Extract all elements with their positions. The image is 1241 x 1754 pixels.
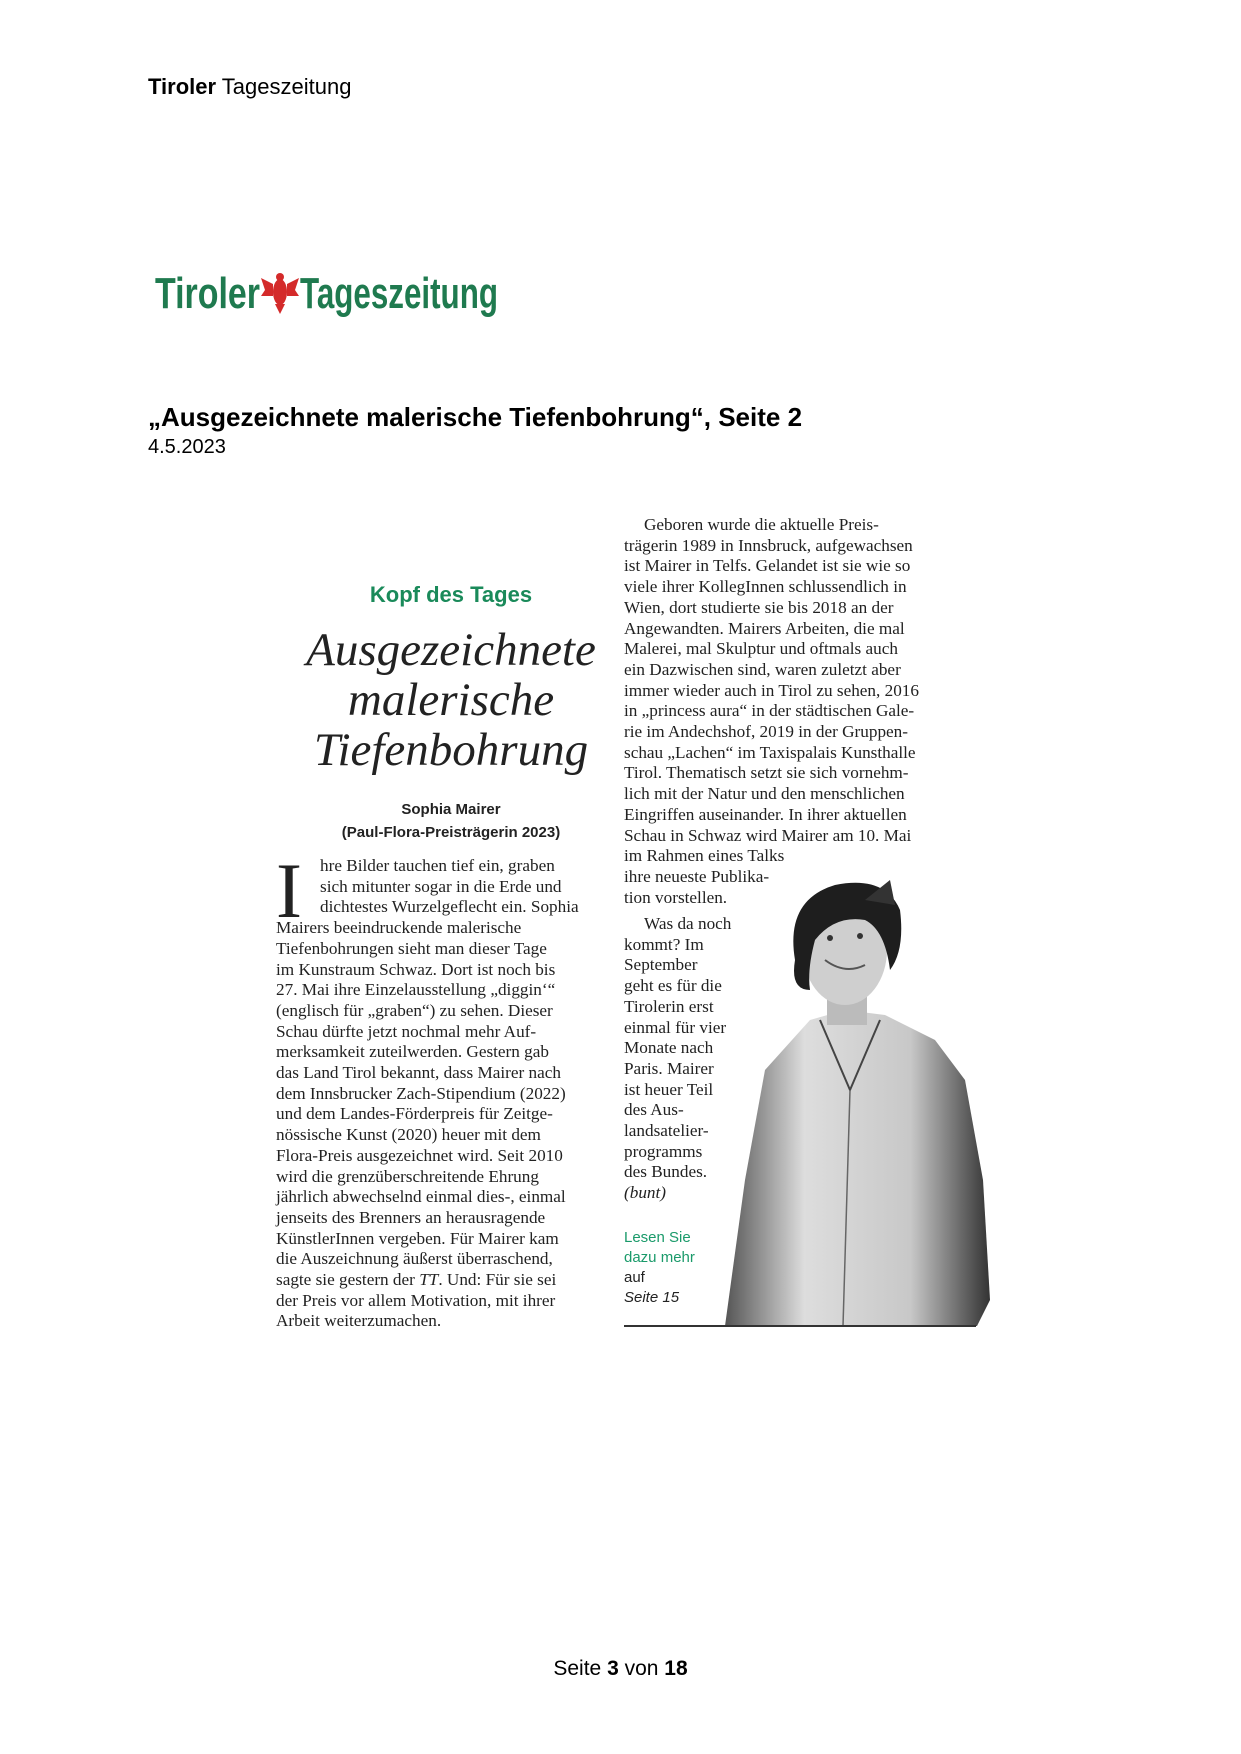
author-name: Sophia Mairer [401,801,501,818]
portrait-photo [715,880,995,1326]
headline-line: malerische [347,674,555,726]
text-line: im Kunstraum Schwaz. Dort ist noch bis [276,959,556,979]
text-line: Mairers beeindruckende malerische [276,918,522,938]
text-line: und dem Landes-Förderpreis für Zeitge- [276,1104,553,1124]
text-line: schau „Lachen“ im Taxispalais Kunsthalle [624,742,916,762]
total-pages: 18 [664,1657,688,1680]
text-part: . Und: Für sie sei [438,1270,557,1290]
text-line: Paris. Mairer [624,1058,714,1078]
text-line: in „princess aura“ in der städtischen Gale- [624,701,915,721]
text-line: einmal für vier [624,1017,727,1037]
text-line: des Bundes. [624,1162,708,1182]
headline-line: Ausgezeichnete [306,624,596,676]
text-line: kommt? Im [624,934,704,954]
text-line: tion vorstellen. [624,887,728,907]
drop-cap: I [276,847,302,934]
text-line: programms [624,1141,703,1161]
brand-rest: Tageszeitung [216,74,352,99]
text-line: trägerin 1989 in Innsbruck, aufgewachsen [624,535,913,555]
text-line: Geboren wurde die aktuelle Preis- [644,515,879,534]
right-column [624,515,919,908]
more-line: Lesen Sie [624,1229,691,1246]
text-line: nössische Kunst (2020) heuer mit dem [276,1125,541,1145]
article-date: 4.5.2023 [148,436,226,458]
text-line: geht es für die [624,976,722,996]
left-column [276,847,579,1332]
divider [624,1325,976,1327]
text-line: rie im Andechshof, 2019 in der Gruppen- [624,722,909,742]
credit: (bunt) [624,1183,667,1203]
text-line: KünstlerInnen vergeben. Für Mairer kam [276,1228,559,1248]
text-line: Arbeit weiterzumachen. [276,1311,442,1331]
text-line: Was da noch [644,914,732,933]
text-part-italic: TT [419,1270,439,1290]
article-title: „Ausgezeichnete malerische Tiefenbohrung“, Seite 2 [148,402,803,432]
more-line: auf [624,1269,645,1286]
text-line: Schau in Schwaz wird Mairer am 10. Mai [624,825,912,845]
text-line: lich mit der Natur und den menschlichen [624,784,905,804]
current-page: 3 [607,1657,619,1680]
text-line: wird die grenzüberschreitende Ehrung [276,1166,539,1186]
text-line: der Preis vor allem Motivation, mit ihrer [276,1290,556,1310]
text-line: das Land Tirol bekannt, dass Mairer nach [276,1063,561,1083]
text-line: viele ihrer KollegInnen schlussendlich in [624,577,907,597]
text-line: Angewandten. Mairers Arbeiten, die mal [624,618,905,638]
text-line: ist Mairer in Telfs. Gelandet ist sie wie so [624,556,911,576]
text-line: im Rahmen eines Talks [624,846,785,866]
text-line: merksamkeit zuteilwerden. Gestern gab [276,1042,549,1062]
text-line [276,1270,579,1291]
text-line: dichtestes Wurzelgeflecht ein. Sophia [320,897,579,917]
logo-text-left: Tiroler [155,269,260,318]
text-line: jenseits des Brenners an herausragende [276,1207,546,1227]
text-line: die Auszeichnung äußerst überraschend, [276,1249,553,1269]
text-line: hre Bilder tauchen tief ein, graben [320,856,555,875]
text-line: Tirolerin erst [624,996,714,1016]
more-line: dazu mehr [624,1249,695,1266]
text-line: immer wieder auch in Tirol zu sehen, 2016 [624,680,919,700]
footer-text: Seite [553,1657,608,1680]
text-line: ihre neueste Publika- [624,866,770,886]
text-line: ein Dazwischen sind, waren zuletzt aber [624,659,901,679]
text-line: 27. Mai ihre Einzelausstellung „diggin‘“ [276,980,556,1000]
text-line: Malerei, mal Skulptur und oftmals auch [624,639,898,659]
text-line: Tiefenbohrungen sieht man dieser Tage [276,938,547,958]
header-brand [148,74,351,100]
author-box [276,798,626,844]
text-part: sagte sie gestern der [276,1270,420,1290]
brand-bold: Tiroler [148,74,217,99]
page-counter [0,1657,1241,1681]
author-note: (Paul-Flora-Preisträgerin 2023) [341,824,561,841]
text-line: landsatelier- [624,1121,709,1141]
text-line: Wien, dort studierte sie bis 2018 an der [624,597,894,617]
kicker: Kopf des Tages [369,582,533,607]
logo-text-right: Tageszeitung [300,269,498,318]
text-line: Flora-Preis ausgezeichnet wird. Seit 2010 [276,1145,563,1165]
more-reference [624,1228,695,1308]
right-column-lower [624,914,731,1204]
text-line: (englisch für „graben“) zu sehen. Dieser [276,1000,553,1020]
footer-text: von [618,1657,665,1680]
headline [276,625,626,775]
tiroler-tageszeitung-logo [155,262,500,322]
text-line: ist heuer Teil [624,1079,714,1099]
text-line: dem Innsbrucker Zach-Stipendium (2022) [276,1083,566,1103]
text-line: Monate nach [624,1038,714,1058]
text-line: Tirol. Thematisch setzt sie sich vornehm- [624,763,909,783]
text-line: des Aus- [624,1100,684,1120]
tyrolean-eagle-icon [261,273,299,314]
text-line: September [624,955,698,975]
text-line: sich mitunter sogar in die Erde und [320,876,562,896]
text-line: jährlich abwechselnd einmal dies-, einmal [276,1187,566,1207]
more-page: Seite 15 [624,1289,680,1306]
headline-line: Tiefenbohrung [313,724,589,776]
text-line: Eingriffen auseinander. In ihrer aktuellen [624,804,907,824]
text-line: Schau dürfte jetzt nochmal mehr Auf- [276,1021,537,1041]
